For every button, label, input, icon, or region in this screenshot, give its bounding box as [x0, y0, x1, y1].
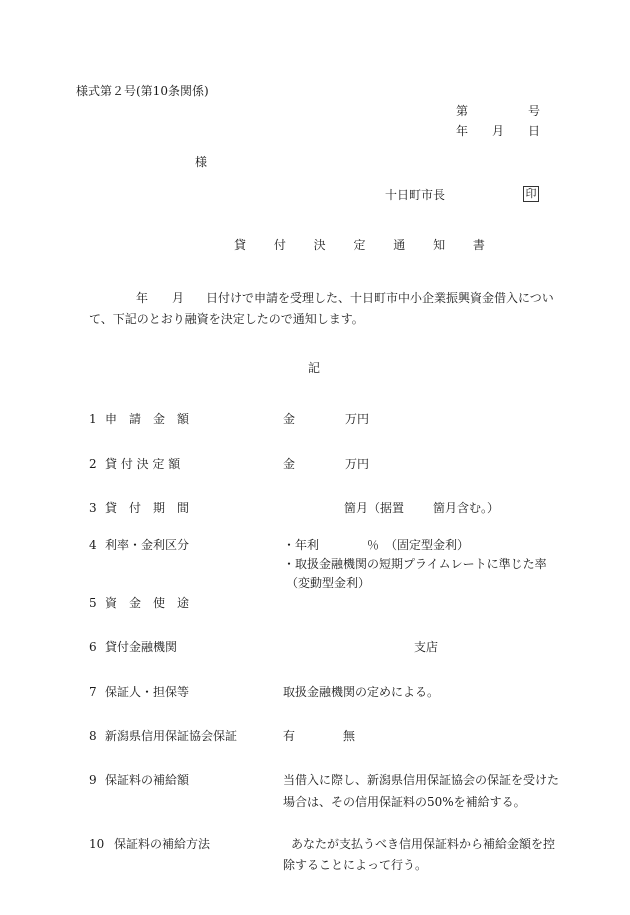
item-value: 無	[343, 729, 356, 743]
item-value: 箇月含む。）	[433, 501, 500, 515]
item-value: ％ （固定型金利）	[367, 538, 470, 552]
item-value: （変動型金利）	[286, 576, 371, 590]
item-value: 金	[283, 412, 296, 426]
item-number: 10	[89, 837, 105, 851]
item-value: あなたが支払うべき信用保証料から補給金額を控	[291, 837, 556, 851]
body-year: 年	[136, 291, 149, 305]
item-value: 取扱金融機関の定めによる。	[283, 685, 440, 699]
seal-icon: 印	[523, 186, 539, 202]
item-number: 4	[89, 538, 97, 552]
date-year: 年	[456, 124, 469, 138]
item-label: 保証人・担保等	[105, 685, 190, 699]
item-value: ・年利	[283, 538, 320, 552]
item-label: 利率・金利区分	[105, 538, 190, 552]
item-label: 新潟県信用保証協会保証	[105, 729, 238, 743]
seal-mark	[523, 186, 539, 202]
item-number: 2	[89, 457, 97, 471]
form-number-label: 様式第２号(第10条関係)	[76, 84, 209, 98]
item-label: 貸付金融機関	[105, 640, 178, 654]
issuer-name: 十日町市長	[385, 188, 446, 202]
item-number: 7	[89, 685, 97, 699]
body-line2: て、下記のとおり融資を決定したので通知します。	[89, 312, 364, 326]
ki-heading: 記	[308, 361, 321, 375]
addressee-suffix: 様	[195, 155, 208, 169]
body-line1: 日付けで申請を受理した、十日町市中小企業振興資金借入につい	[206, 291, 554, 305]
item-number: 8	[89, 729, 97, 743]
item-number: 3	[89, 501, 97, 515]
item-label: 貸 付 決 定 額	[105, 457, 181, 471]
item-value: 金	[283, 457, 296, 471]
item-value: 万円	[345, 412, 370, 426]
item-number: 1	[89, 412, 97, 426]
item-label: 保証料の補給方法	[114, 837, 211, 851]
item-value: 支店	[414, 640, 439, 654]
item-label: 保証料の補給額	[105, 773, 190, 787]
document-title: 貸 付 決 定 通 知 書	[234, 238, 497, 252]
item-value: 万円	[345, 457, 370, 471]
item-label: 資 金 使 途	[105, 596, 190, 610]
body-month: 月	[172, 291, 185, 305]
doc-number-prefix: 第	[456, 104, 469, 118]
item-value: 当借入に際し、新潟県信用保証協会の保証を受けた	[283, 773, 560, 787]
item-value: 箇月（据置	[344, 501, 405, 515]
item-value: 場合は、その信用保証料の50%を補給する。	[283, 795, 526, 809]
date-month: 月	[492, 124, 505, 138]
item-number: 5	[89, 596, 97, 610]
item-number: 6	[89, 640, 97, 654]
item-value: 除することによって行う。	[283, 858, 428, 872]
doc-number-suffix: 号	[528, 104, 541, 118]
date-day: 日	[528, 124, 541, 138]
item-number: 9	[89, 773, 97, 787]
item-value: ・取扱金融機関の短期プライムレートに準じた率	[283, 557, 547, 571]
item-value: 有	[283, 729, 296, 743]
item-label: 申 請 金 額	[105, 412, 190, 426]
item-label: 貸 付 期 間	[105, 501, 190, 515]
